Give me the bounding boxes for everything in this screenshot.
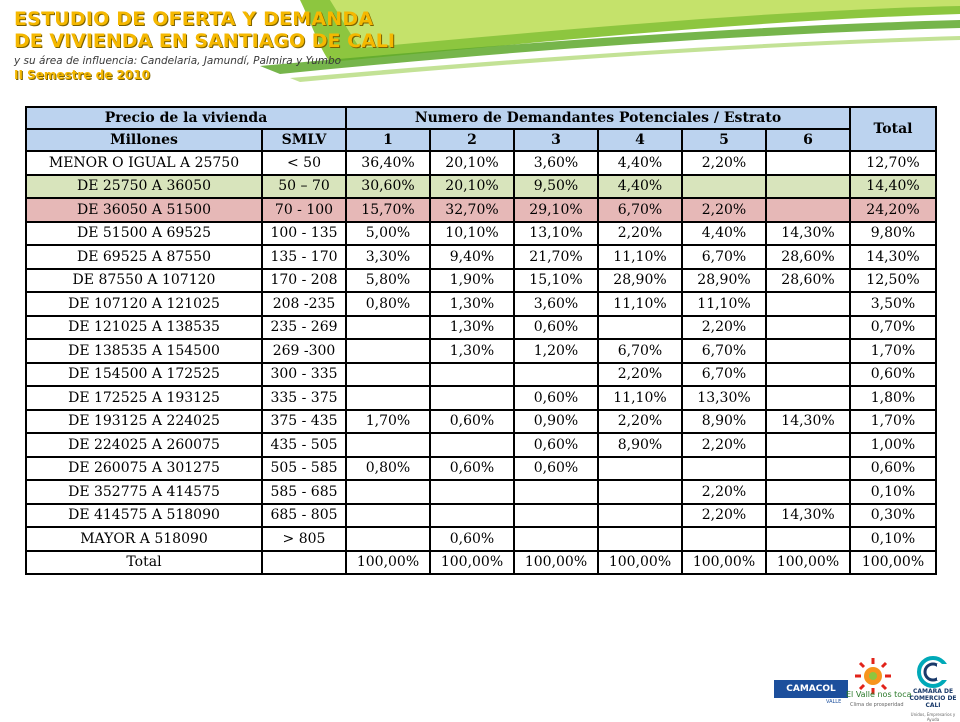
price-range-cell: DE 414575 A 518090	[26, 504, 262, 528]
smlv-cell: 585 - 685	[262, 480, 346, 504]
table-row	[26, 433, 936, 457]
estrato-4-cell: 4,40%	[598, 175, 682, 199]
subheader-millones: Millones	[26, 129, 262, 151]
estrato-5-cell: 11,10%	[682, 292, 766, 316]
table-row	[26, 245, 936, 269]
smlv-cell: 208 -235	[262, 292, 346, 316]
estrato-3-cell: 3,60%	[514, 292, 598, 316]
estrato-6-cell	[766, 433, 850, 457]
smlv-cell: 100 - 135	[262, 222, 346, 246]
valle-sub: Clima de prosperidad	[850, 702, 904, 708]
estrato-5-cell: 6,70%	[682, 339, 766, 363]
table-row	[26, 198, 936, 222]
estrato-1-cell: 15,70%	[346, 198, 430, 222]
camara-cali-name: CAMARA DE COMERCIO DE CALI	[909, 688, 957, 709]
price-range-cell: MAYOR A 518090	[26, 527, 262, 551]
estrato-4-cell: 2,20%	[598, 222, 682, 246]
estrato-4-cell: 2,20%	[598, 363, 682, 387]
price-range-cell: DE 121025 A 138535	[26, 316, 262, 340]
total-cell: 12,70%	[850, 151, 936, 175]
header-demand: Numero de Demandantes Potenciales / Estrato	[346, 107, 850, 129]
estrato-6-cell: 28,60%	[766, 269, 850, 293]
price-range-cell: DE 138535 A 154500	[26, 339, 262, 363]
total-cell: 12,50%	[850, 269, 936, 293]
estrato-2-cell: 1,90%	[430, 269, 514, 293]
estrato-3-cell: 0,60%	[514, 457, 598, 481]
smlv-cell: 135 - 170	[262, 245, 346, 269]
total-cell: 0,10%	[850, 480, 936, 504]
price-range-cell: DE 352775 A 414575	[26, 480, 262, 504]
estrato-1-cell: 3,30%	[346, 245, 430, 269]
estrato-3: 3	[514, 129, 598, 151]
estrato-2-cell: 1,30%	[430, 292, 514, 316]
smlv-cell: 335 - 375	[262, 386, 346, 410]
estrato-5-cell: 6,70%	[682, 363, 766, 387]
total-cell: 100,00%	[850, 551, 936, 575]
estrato-1-cell	[346, 339, 430, 363]
estrato-5-cell: 2,20%	[682, 316, 766, 340]
total-cell: 14,30%	[850, 245, 936, 269]
estrato-5-cell	[682, 527, 766, 551]
estrato-6-cell	[766, 175, 850, 199]
smlv-cell: 170 - 208	[262, 269, 346, 293]
table-row	[26, 363, 936, 387]
estrato-6-cell	[766, 292, 850, 316]
total-cell: 0,30%	[850, 504, 936, 528]
estrato-4-cell: 6,70%	[598, 339, 682, 363]
title-block	[14, 8, 395, 82]
estrato-6-cell	[766, 198, 850, 222]
estrato-4-cell: 100,00%	[598, 551, 682, 575]
estrato-1-cell: 5,80%	[346, 269, 430, 293]
estrato-2-cell: 0,60%	[430, 410, 514, 434]
estrato-6-cell: 14,30%	[766, 222, 850, 246]
estrato-1-cell: 100,00%	[346, 551, 430, 575]
table-row	[26, 316, 936, 340]
estrato-6-cell: 100,00%	[766, 551, 850, 575]
estrato-5-cell: 8,90%	[682, 410, 766, 434]
estrato-6-cell	[766, 386, 850, 410]
estrato-3-cell: 0,60%	[514, 433, 598, 457]
total-cell: 0,60%	[850, 363, 936, 387]
smlv-cell: 505 - 585	[262, 457, 346, 481]
total-cell: 0,70%	[850, 316, 936, 340]
estrato-5-cell: 2,20%	[682, 433, 766, 457]
report-title-line1: ESTUDIO DE OFERTA Y DEMANDA	[14, 8, 374, 30]
estrato-1-cell	[346, 480, 430, 504]
estrato-4-cell: 2,20%	[598, 410, 682, 434]
estrato-4-cell	[598, 527, 682, 551]
header-total: Total	[850, 107, 936, 151]
valle-brand: El Valle nos toca	[846, 690, 912, 699]
estrato-6-cell	[766, 339, 850, 363]
estrato-1-cell: 0,80%	[346, 457, 430, 481]
price-range-cell: DE 36050 A 51500	[26, 198, 262, 222]
estrato-6-cell	[766, 363, 850, 387]
estrato-3-cell: 9,50%	[514, 175, 598, 199]
smlv-cell: > 805	[262, 527, 346, 551]
estrato-4-cell: 28,90%	[598, 269, 682, 293]
smlv-cell: 70 - 100	[262, 198, 346, 222]
estrato-6-cell: 28,60%	[766, 245, 850, 269]
estrato-1-cell: 30,60%	[346, 175, 430, 199]
report-title-line2: DE VIVIENDA EN SANTIAGO DE CALI	[14, 30, 395, 52]
estrato-2-cell: 32,70%	[430, 198, 514, 222]
price-range-cell: DE 87550 A 107120	[26, 269, 262, 293]
table-row	[26, 269, 936, 293]
table-row	[26, 527, 936, 551]
table-row	[26, 222, 936, 246]
estrato-6-cell: 14,30%	[766, 504, 850, 528]
estrato-2-cell: 10,10%	[430, 222, 514, 246]
estrato-2-cell: 1,30%	[430, 316, 514, 340]
estrato-4-cell: 6,70%	[598, 198, 682, 222]
estrato-1-cell: 5,00%	[346, 222, 430, 246]
smlv-cell	[262, 551, 346, 575]
price-range-cell: DE 260075 A 301275	[26, 457, 262, 481]
table-subheader-row	[26, 129, 936, 151]
estrato-5-cell: 28,90%	[682, 269, 766, 293]
estrato-1-cell: 36,40%	[346, 151, 430, 175]
estrato-2-cell: 0,60%	[430, 457, 514, 481]
estrato-1-cell: 0,80%	[346, 292, 430, 316]
total-cell: 24,20%	[850, 198, 936, 222]
estrato-6-cell: 14,30%	[766, 410, 850, 434]
price-range-cell: DE 69525 A 87550	[26, 245, 262, 269]
estrato-3-cell	[514, 504, 598, 528]
estrato-3-cell: 21,70%	[514, 245, 598, 269]
estrato-2-cell: 0,60%	[430, 527, 514, 551]
estrato-4-cell	[598, 504, 682, 528]
smlv-cell: 300 - 335	[262, 363, 346, 387]
total-cell: 1,80%	[850, 386, 936, 410]
estrato-4-cell: 4,40%	[598, 151, 682, 175]
total-cell: 0,10%	[850, 527, 936, 551]
estrato-1-cell	[346, 316, 430, 340]
estrato-3-cell: 0,60%	[514, 316, 598, 340]
estrato-6-cell	[766, 316, 850, 340]
estrato-5-cell: 2,20%	[682, 151, 766, 175]
smlv-cell: 685 - 805	[262, 504, 346, 528]
smlv-cell: 50 – 70	[262, 175, 346, 199]
estrato-4-cell	[598, 316, 682, 340]
estrato-3-cell	[514, 527, 598, 551]
estrato-3-cell: 15,10%	[514, 269, 598, 293]
table-row	[26, 410, 936, 434]
estrato-2-cell: 9,40%	[430, 245, 514, 269]
estrato-5: 5	[682, 129, 766, 151]
smlv-cell: 269 -300	[262, 339, 346, 363]
estrato-6-cell	[766, 457, 850, 481]
price-range-cell: DE 51500 A 69525	[26, 222, 262, 246]
table-row	[26, 504, 936, 528]
total-cell: 1,70%	[850, 410, 936, 434]
total-row	[26, 551, 936, 575]
estrato-3-cell: 100,00%	[514, 551, 598, 575]
estrato-3-cell: 13,10%	[514, 222, 598, 246]
estrato-3-cell: 1,20%	[514, 339, 598, 363]
report-subtitle: y su área de influencia: Candelaria, Jamundí, Palmira y Yumbo	[14, 55, 342, 67]
footer-logos	[770, 650, 960, 720]
estrato-6-cell	[766, 480, 850, 504]
smlv-cell: 235 - 269	[262, 316, 346, 340]
estrato-3-cell	[514, 480, 598, 504]
estrato-3-cell: 3,60%	[514, 151, 598, 175]
estrato-5-cell: 2,20%	[682, 198, 766, 222]
camara-cali-logo-icon	[908, 654, 958, 720]
estrato-1-cell	[346, 504, 430, 528]
price-range-cell: DE 172525 A 193125	[26, 386, 262, 410]
estrato-5-cell: 13,30%	[682, 386, 766, 410]
estrato-2-cell: 1,30%	[430, 339, 514, 363]
demand-table	[25, 106, 937, 575]
report-period: II Semestre de 2010	[14, 68, 150, 82]
estrato-2-cell	[430, 480, 514, 504]
estrato-4-cell: 11,10%	[598, 292, 682, 316]
price-range-cell: DE 25750 A 36050	[26, 175, 262, 199]
table-row	[26, 175, 936, 199]
estrato-4-cell: 11,10%	[598, 245, 682, 269]
table-row	[26, 457, 936, 481]
table-row	[26, 480, 936, 504]
total-cell: 1,70%	[850, 339, 936, 363]
total-cell: 3,50%	[850, 292, 936, 316]
estrato-1-cell	[346, 433, 430, 457]
estrato-2-cell	[430, 504, 514, 528]
estrato-1-cell: 1,70%	[346, 410, 430, 434]
estrato-6-cell	[766, 151, 850, 175]
estrato-6-cell	[766, 527, 850, 551]
estrato-5-cell: 6,70%	[682, 245, 766, 269]
estrato-4: 4	[598, 129, 682, 151]
estrato-1-cell	[346, 386, 430, 410]
table-row	[26, 151, 936, 175]
estrato-3-cell	[514, 363, 598, 387]
estrato-5-cell: 4,40%	[682, 222, 766, 246]
estrato-5-cell: 2,20%	[682, 480, 766, 504]
price-range-cell: DE 224025 A 260075	[26, 433, 262, 457]
subheader-smlv: SMLV	[262, 129, 346, 151]
estrato-4-cell: 11,10%	[598, 386, 682, 410]
estrato-5-cell	[682, 175, 766, 199]
estrato-4-cell: 8,90%	[598, 433, 682, 457]
camara-cali-sub: Unidos, Empresarios y Ayuda	[910, 712, 956, 722]
smlv-cell: 375 - 435	[262, 410, 346, 434]
estrato-5-cell	[682, 457, 766, 481]
estrato-2-cell	[430, 363, 514, 387]
price-range-cell: DE 107120 A 121025	[26, 292, 262, 316]
price-range-cell: Total	[26, 551, 262, 575]
estrato-1-cell	[346, 527, 430, 551]
table-row	[26, 339, 936, 363]
camacol-sub: VALLE	[826, 699, 842, 705]
estrato-3-cell: 0,90%	[514, 410, 598, 434]
estrato-2-cell: 20,10%	[430, 175, 514, 199]
price-range-cell: DE 154500 A 172525	[26, 363, 262, 387]
total-cell: 14,40%	[850, 175, 936, 199]
estrato-2-cell: 20,10%	[430, 151, 514, 175]
camacol-logo: CAMACOL	[774, 680, 848, 698]
estrato-5-cell: 100,00%	[682, 551, 766, 575]
total-cell: 0,60%	[850, 457, 936, 481]
table-row	[26, 386, 936, 410]
estrato-2-cell	[430, 433, 514, 457]
estrato-5-cell: 2,20%	[682, 504, 766, 528]
estrato-1-cell	[346, 363, 430, 387]
total-cell: 9,80%	[850, 222, 936, 246]
smlv-cell: < 50	[262, 151, 346, 175]
estrato-3-cell: 29,10%	[514, 198, 598, 222]
price-range-cell: MENOR O IGUAL A 25750	[26, 151, 262, 175]
total-cell: 1,00%	[850, 433, 936, 457]
estrato-4-cell	[598, 457, 682, 481]
estrato-6: 6	[766, 129, 850, 151]
estrato-2-cell	[430, 386, 514, 410]
table-header-row	[26, 107, 936, 129]
estrato-4-cell	[598, 480, 682, 504]
estrato-3-cell: 0,60%	[514, 386, 598, 410]
table-row	[26, 292, 936, 316]
estrato-2: 2	[430, 129, 514, 151]
estrato-2-cell: 100,00%	[430, 551, 514, 575]
estrato-1: 1	[346, 129, 430, 151]
header-price: Precio de la vivienda	[26, 107, 346, 129]
smlv-cell: 435 - 505	[262, 433, 346, 457]
price-range-cell: DE 193125 A 224025	[26, 410, 262, 434]
